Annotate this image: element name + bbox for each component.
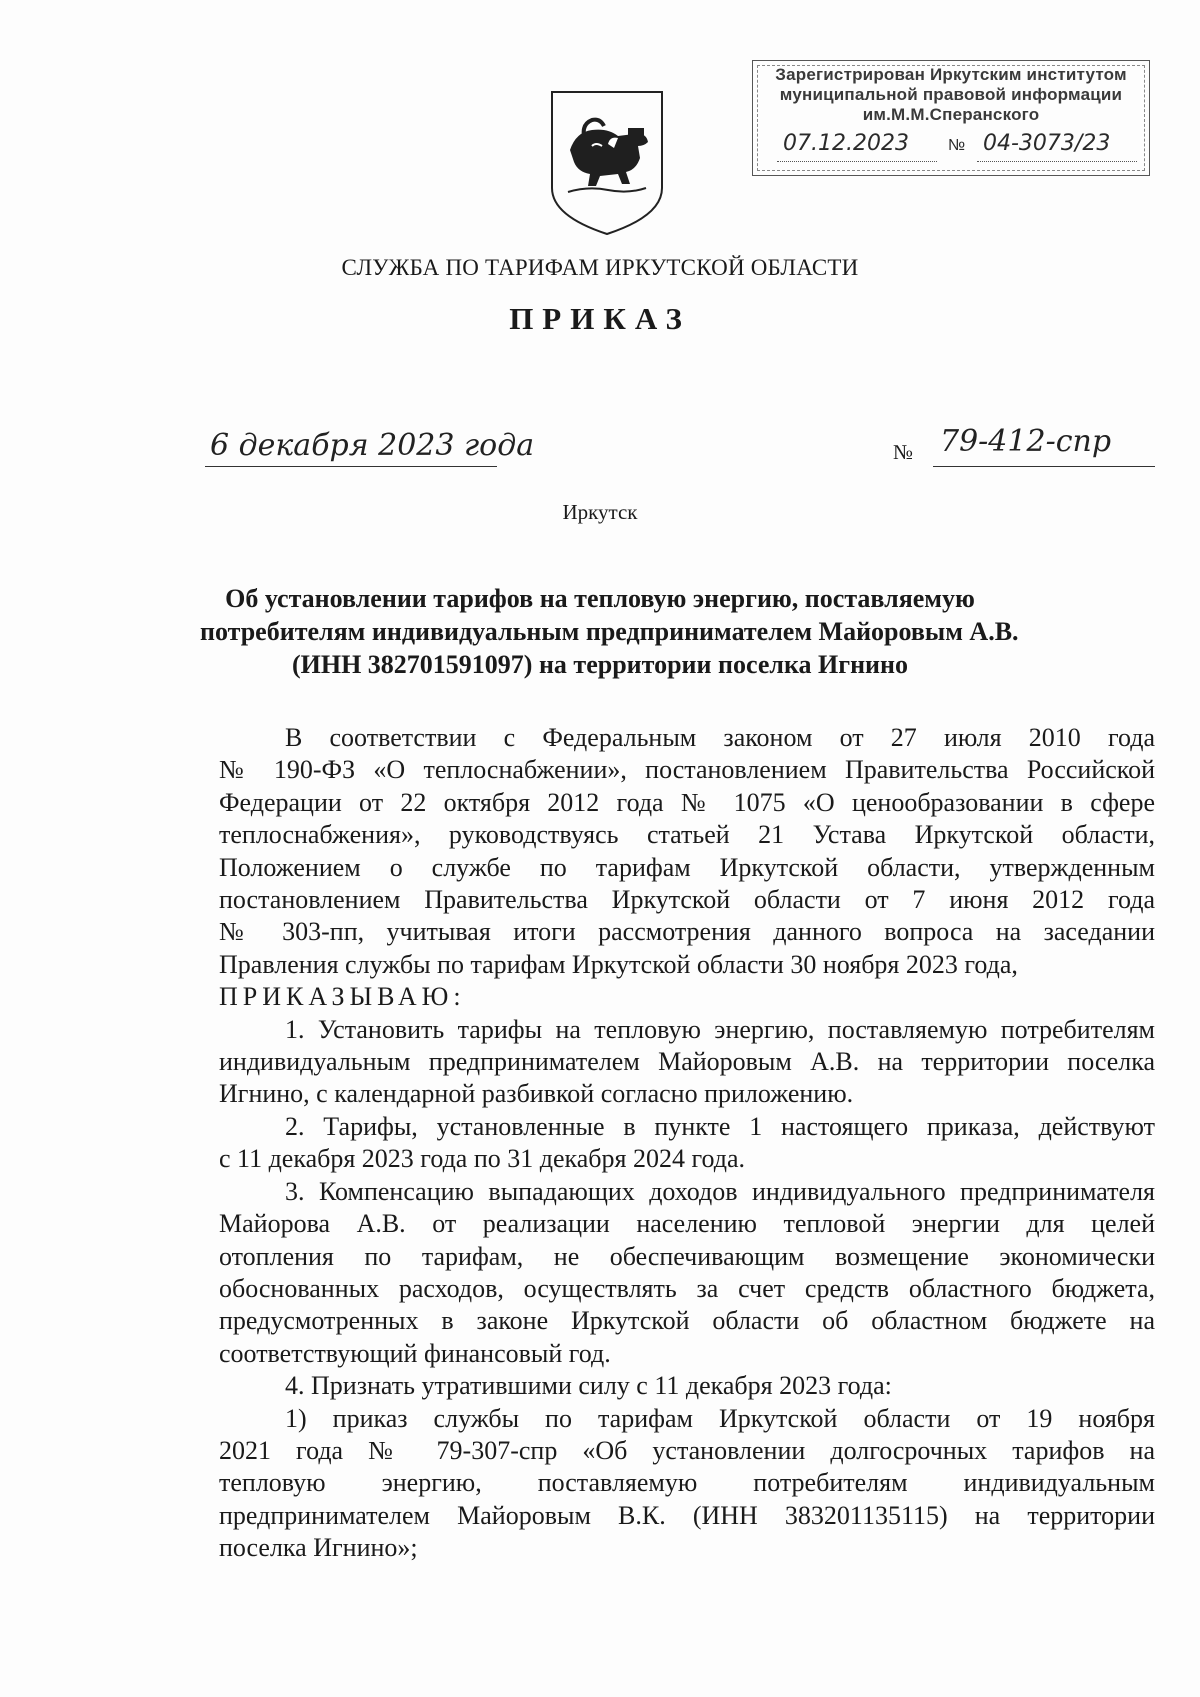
body-line: 1. Установить тарифы на тепловую энергию, поставляемую потребителям	[285, 1014, 1155, 1044]
order-date-underline	[205, 466, 497, 467]
body-line: постановлением Правительства Иркутской области от 7 июня 2012 года	[219, 885, 1155, 915]
body-line: 4. Признать утратившими силу с 11 декабря 2023 года:	[285, 1371, 892, 1401]
body-line: 1) приказ службы по тарифам Иркутской области от 19 ноября	[285, 1403, 1155, 1433]
coat-of-arms-icon	[548, 88, 666, 238]
order-number-label: №	[893, 440, 914, 464]
body-line: Майорова А.В. от реализации населению тепловой энергии для целей	[219, 1209, 1155, 1239]
preamble-paragraph	[219, 722, 1155, 981]
order-number-underline	[933, 466, 1155, 467]
agency-name: СЛУЖБА ПО ТАРИФАМ ИРКУТСКОЙ ОБЛАСТИ	[341, 255, 859, 280]
body-line: с 11 декабря 2023 года по 31 декабря 2024 года.	[219, 1144, 746, 1174]
body-line: 3. Компенсацию выпадающих доходов индивидуального предпринимателя	[285, 1176, 1155, 1206]
body-line: индивидуальным предпринимателем Майоровым А.В. на территории поселка	[219, 1047, 1155, 1077]
body-line: 2. Тарифы, установленные в пункте 1 настоящего приказа, действуют	[285, 1111, 1155, 1141]
body-line: соответствующий финансовый год.	[219, 1338, 611, 1368]
body-line: № 303-пп, учитывая итоги рассмотрения данного вопроса на заседании	[219, 917, 1155, 947]
body-line: обоснованных расходов, осуществлять за счет средств областного бюджета,	[219, 1273, 1155, 1303]
order-city: Иркутск	[562, 500, 638, 524]
item-4-paragraph	[219, 1370, 1155, 1402]
item-4-1-paragraph	[219, 1403, 1155, 1565]
order-word: ПРИКАЗЫВАЮ:	[219, 982, 466, 1012]
registration-stamp	[752, 60, 1150, 176]
body-line: 2021 года № 79-307-спр «Об установлении долгосрочных тарифов на	[219, 1435, 1155, 1465]
body-line: Положением о службе по тарифам Иркутской области, утвержденным	[219, 852, 1155, 882]
stamp-line-3: им.М.М.Сперанского	[862, 105, 1040, 124]
body-line: Игнино, с календарной разбивкой согласно приложению.	[219, 1079, 854, 1109]
document-title	[200, 582, 1019, 681]
title-line: Об установлении тарифов на тепловую энергию, поставляемую	[225, 584, 975, 613]
order-date: 6 декабря 2023 года	[210, 428, 535, 463]
body-line: Правления службы по тарифам Иркутской области 30 ноября 2023 года,	[219, 949, 1018, 979]
body-line: предусмотренных в законе Иркутской области об областном бюджете на	[219, 1306, 1155, 1336]
stamp-registration-date: 07.12.2023	[783, 131, 909, 156]
item-3-paragraph	[219, 1176, 1155, 1370]
item-1-paragraph	[219, 1014, 1155, 1111]
body-line: предпринимателем Майоровым В.К. (ИНН 383201135115) на территории	[219, 1500, 1155, 1530]
document-body	[219, 722, 1155, 1565]
document-type: ПРИКАЗ	[509, 301, 691, 336]
stamp-number-underline	[977, 161, 1137, 162]
body-line: тепловую энергию, поставляемую потребителям индивидуальным	[219, 1468, 1155, 1498]
stamp-number-label: №	[948, 137, 966, 154]
order-number: 79-412-спр	[940, 424, 1112, 459]
title-line: потребителям индивидуальным предпринимателем Майоровым А.В.	[200, 617, 1019, 646]
body-line: Федерации от 22 октября 2012 года № 1075 «О ценообразовании в сфере	[219, 787, 1155, 817]
body-line: поселка Игнино»;	[219, 1533, 418, 1563]
body-line: В соответствии с Федеральным законом от 27 июля 2010 года	[285, 723, 1155, 752]
body-line: теплоснабжения», руководствуясь статьей 21 Устава Иркутской области,	[219, 820, 1155, 850]
item-2-paragraph	[219, 1111, 1155, 1176]
title-line: (ИНН 382701591097) на территории поселка Игнино	[291, 650, 909, 679]
stamp-date-underline	[777, 161, 937, 162]
stamp-registration-number: 04-3073/23	[983, 131, 1111, 156]
stamp-line-2: муниципальной правовой информации	[779, 85, 1123, 104]
body-line: отопления по тарифам, не обеспечивающим возмещение экономически	[219, 1241, 1155, 1271]
body-line: № 190-ФЗ «О теплоснабжении», постановлением Правительства Российской	[219, 755, 1155, 785]
stamp-line-1: Зарегистрирован Иркутским институтом	[775, 65, 1127, 84]
